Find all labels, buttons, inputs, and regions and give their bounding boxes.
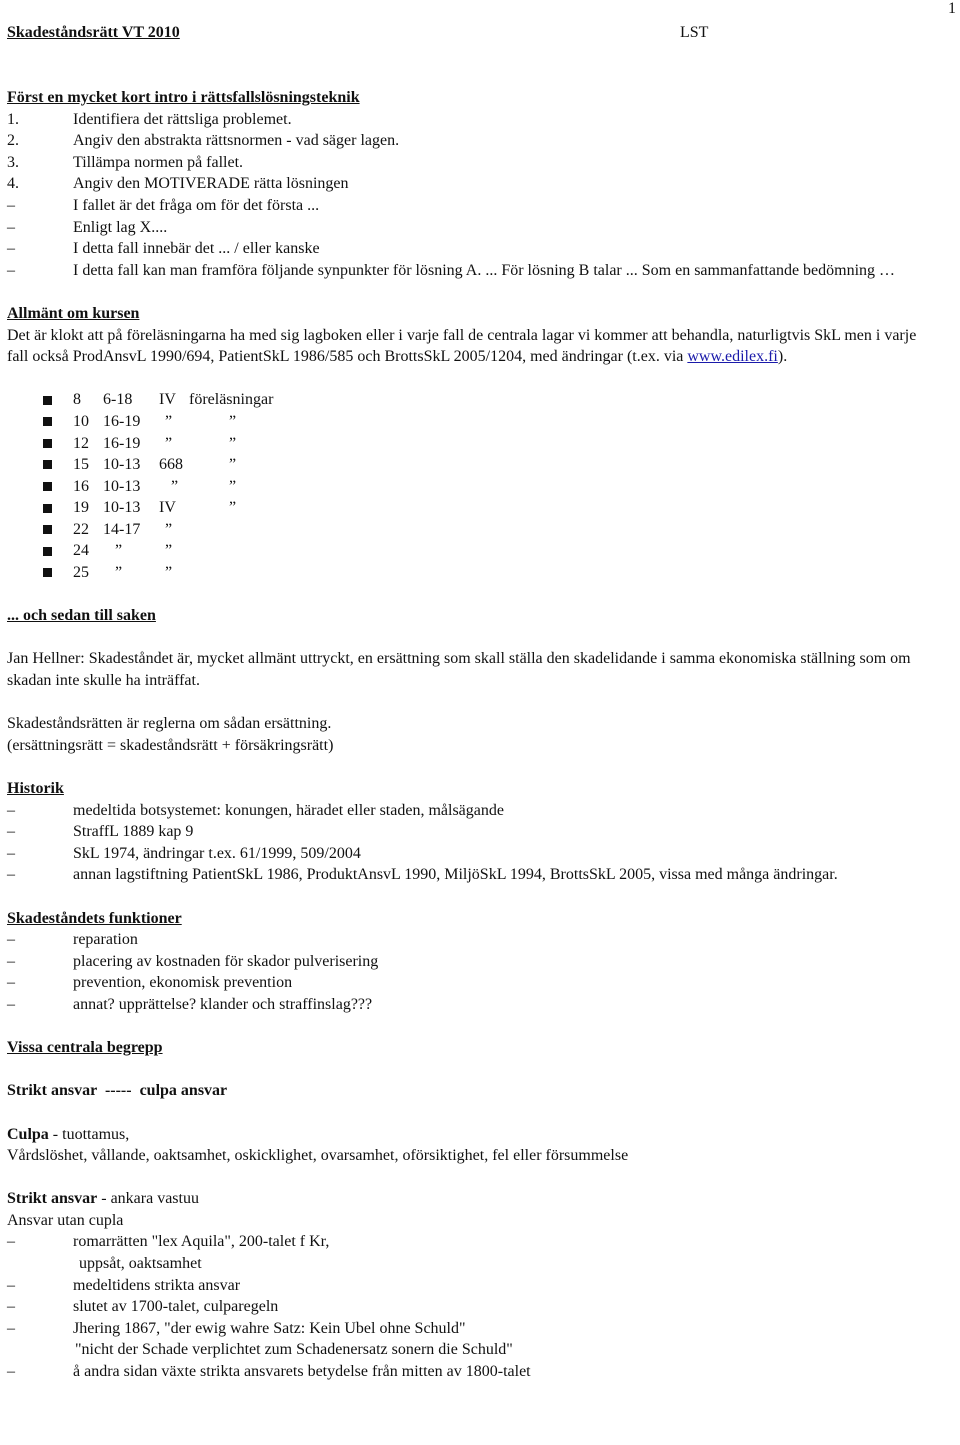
hellner-paragraph: Jan Hellner: Skadeståndet är, mycket allmänt uttryckt, en ersättning som skall ställa den skadelidande i samma ekonomiska ställning som om skadan inte skulle ha inträffat. [7,650,911,690]
square-bullet-icon [43,417,52,426]
dash-item: – placering av kostnaden för skador pulverisering [7,951,932,973]
dash-bullet: – [7,844,15,862]
intro-step [7,109,932,131]
continuation-line: uppsåt, oaktsamhet [75,1255,202,1273]
square-bullet-icon [43,525,52,534]
square-bullet-icon [43,482,52,491]
square-bullet-icon [43,396,52,405]
saken-heading: ... och sedan till saken [7,607,156,625]
dash-item: – Enligt lag X.... [7,217,932,239]
dash-item: – reparation [7,929,932,951]
square-bullet-icon [43,547,52,556]
dash-bullet: – [7,240,15,258]
funktioner-heading: Skadeståndets funktioner [7,909,182,927]
dash-item: – romarrätten "lex Aquila", 200-talet f Kr, [7,1231,932,1253]
schedule-item: 12 16-19 ” ” [7,433,932,455]
dash-bullet: – [7,974,15,992]
strikt-culpa-heading: Strikt ansvar ----- culpa ansvar [7,1082,228,1100]
page-number: 1 [948,0,956,17]
dash-bullet: – [7,1319,15,1337]
square-bullet-icon [43,568,52,577]
document-body [7,87,932,1383]
dash-item: – Jhering 1867, "der ewig wahre Satz: Kein Ubel ohne Schuld" [7,1318,932,1340]
strikt-definition: Strikt ansvar - ankara vastuu [7,1190,199,1208]
square-bullet-icon [43,460,52,469]
dash-item: – å andra sidan växte strikta ansvarets betydelse från mitten av 1800-talet [7,1361,932,1383]
square-bullet-icon [43,439,52,448]
square-bullet-icon [43,504,52,513]
dash-bullet: – [7,261,15,279]
course-heading: Allmänt om kursen [7,304,140,322]
step-number: 2. [7,132,19,150]
schedule-item: 24 ” ” [7,540,932,562]
dash-item: – I detta fall innebär det ... / eller kanske [7,238,932,260]
step-number: 3. [7,153,19,171]
dash-bullet: – [7,1233,15,1251]
continuation-line: "nicht der Schade verplichtet zum Schadenersatz sonern die Schuld" [75,1341,513,1359]
dash-item: – slutet av 1700-talet, culparegeln [7,1296,932,1318]
dash-bullet: – [7,196,15,214]
dash-bullet: – [7,218,15,236]
step-number: 1. [7,110,19,128]
strikt-subline: Ansvar utan cupla [7,1211,124,1229]
dash-bullet: – [7,1363,15,1381]
dash-bullet: – [7,931,15,949]
dash-item: – I fallet är det fråga om för det första ... [7,195,932,217]
schedule-item: 22 14-17 ” [7,519,932,541]
intro-step [7,152,932,174]
paragraph: Skadeståndsrätten är reglerna om sådan ersättning. [7,715,332,733]
schedule-item: 19 10-13 IV ” [7,497,932,519]
culpa-definition: Culpa - tuottamus, [7,1125,130,1143]
dash-item: – StraffL 1889 kap 9 [7,821,932,843]
historik-heading: Historik [7,780,64,797]
dash-item: – medeltidens strikta ansvar [7,1275,932,1297]
dash-item: – I detta fall kan man framföra följande synpunkter för lösning A. ... För lösning B talar ... Som en sammanfattande bedömning … [7,260,932,282]
course-paragraph: Det är klokt att på föreläsningarna ha med sig lagboken eller i varje fall de centrala lagar vi kommer att behandla, naturligtvis SkL men i varje fall också ProdAnsvL 1990/694, PatientSkL 1986/585 och BrottsSkL 2005/1204, med ändringar (t.ex. via www.edilex.fi). [7,326,917,366]
paragraph: (ersättningsrätt = skadeståndsrätt + försäkringsrätt) [7,736,334,754]
step-text: Angiv den abstrakta rättsnormen - vad säger lagen. [73,132,400,150]
dash-bullet: – [7,995,15,1013]
dash-bullet: – [7,866,15,884]
dash-item: – SkL 1974, ändringar t.ex. 61/1999, 509/2004 [7,843,932,865]
step-text: Identifiera det rättsliga problemet. [73,110,292,128]
intro-heading: Först en mycket kort intro i rättsfallslösningsteknik [7,89,360,106]
dash-bullet: – [7,1276,15,1294]
dash-item: – medeltida botsystemet: konungen, häradet eller staden, målsägande [7,800,932,822]
dash-bullet: – [7,1298,15,1316]
schedule-item: 15 10-13 668 ” [7,454,932,476]
schedule-item: 10 16-19 ” ” [7,411,932,433]
dash-item: – prevention, ekonomisk prevention [7,972,932,994]
dash-item: – annan lagstiftning PatientSkL 1986, ProduktAnsvL 1990, MiljöSkL 1994, BrottsSkL 2005, vissa med många ändringar. [7,864,932,886]
schedule-list [7,389,932,583]
intro-step [7,130,932,152]
schedule-item: 25 ” ” [7,562,932,584]
dash-bullet: – [7,952,15,970]
intro-step [7,173,932,195]
begrepp-heading: Vissa centrala begrepp [7,1039,163,1057]
step-number: 4. [7,175,19,193]
schedule-item: 16 10-13 ” ” [7,476,932,498]
document-title: Skadeståndsrätt VT 2010 [7,24,180,41]
dash-item: – annat? upprättelse? klander och straffinslag??? [7,994,932,1016]
dash-bullet: – [7,801,15,819]
schedule-item: 8 6-18 IV föreläsningar [7,389,932,411]
author-initials: LST [680,24,709,41]
step-text: Angiv den MOTIVERADE rätta lösningen [73,175,349,193]
step-text: Tillämpa normen på fallet. [73,153,244,171]
edilex-link[interactable]: www.edilex.fi [687,348,778,366]
culpa-synonyms: Vårdslöshet, vållande, oaktsamhet, oskicklighet, ovarsamhet, oförsiktighet, fel eller försummelse [7,1147,629,1165]
dash-bullet: – [7,823,15,841]
